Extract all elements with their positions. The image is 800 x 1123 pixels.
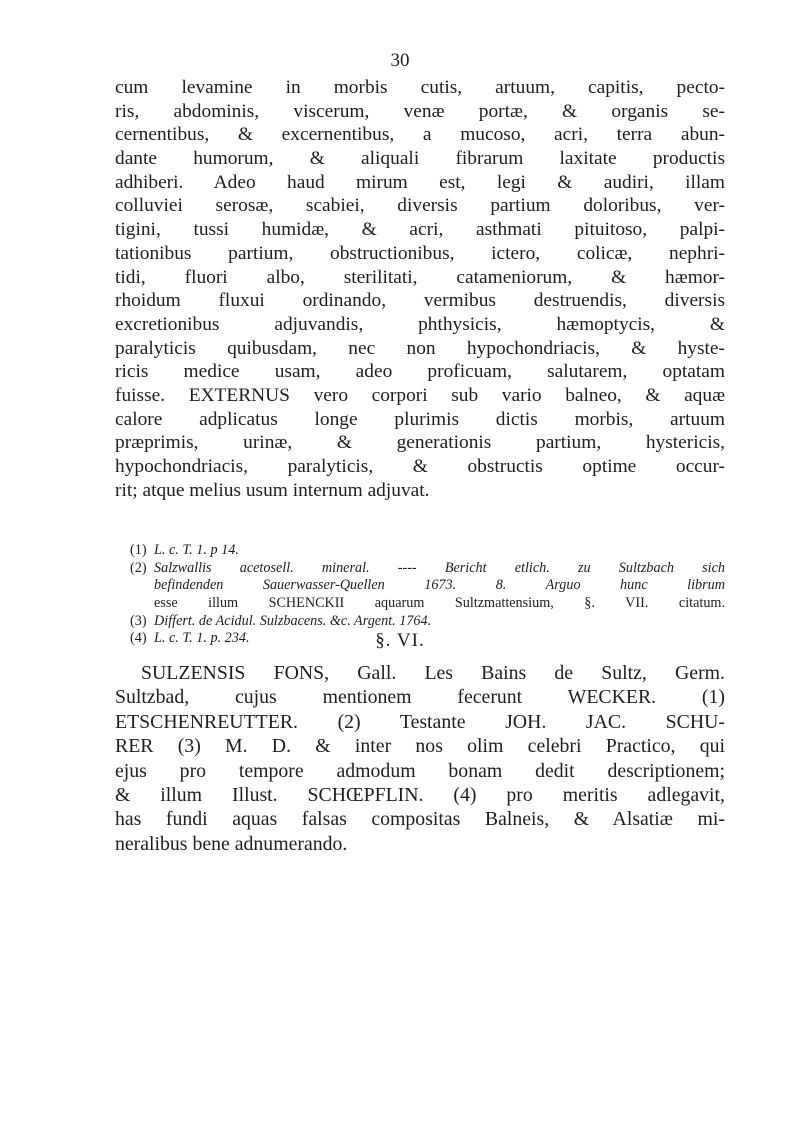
- text-line: Sultzbad, cujus mentionem fecerunt WECKER. (1): [115, 686, 725, 709]
- text-line: ETSCHENREUTTER. (2) Testante JOH. JAC. SCHU-: [115, 710, 725, 733]
- footnote-3: [130, 613, 725, 631]
- footnote-marker: (3): [130, 612, 147, 629]
- page-number: 30: [390, 50, 410, 71]
- text-line: tigini, tussi humidæ, & acri, asthmati pituitoso, palpi-: [115, 219, 725, 241]
- text-line: paralyticis quibusdam, nec non hypochondriacis, & hyste-: [115, 337, 725, 359]
- footnote-text: L. c. T. 1. p 14.: [154, 542, 239, 558]
- text-line: calore adplicatus longe plurimis dictis morbis, artuum: [115, 408, 725, 430]
- text-line: ris, abdominis, viscerum, venæ portæ, & organis se-: [115, 100, 725, 122]
- text-line: fuisse. EXTERNUS vero corpori sub vario balneo, & aquæ: [115, 384, 725, 406]
- section-paragraph: [115, 661, 725, 856]
- footnote-2-continuation: [130, 577, 725, 595]
- footnote-marker: (4): [130, 630, 147, 647]
- text-line: rit; atque melius usum internum adjuvat.: [115, 479, 430, 501]
- text-line: rhoidum fluxui ordinando, vermibus destruendis, diversis: [115, 290, 725, 312]
- text-line: hypochondriacis, paralyticis, & obstructis optime occur-: [115, 456, 725, 477]
- text-line: tationibus partium, obstructionibus, ictero, colicæ, nephri-: [115, 242, 725, 264]
- text-line: cernentibus, & excernentibus, a mucoso, acri, terra abun-: [115, 124, 725, 146]
- footnote-text: L. c. T. 1. p. 234.: [154, 630, 250, 647]
- text-line: tidi, fluori albo, sterilitati, catameniorum, & hæmor-: [115, 266, 725, 288]
- text-line: & illum Illust. SCHŒPFLIN. (4) pro meritis adlegavit,: [115, 783, 725, 806]
- footnote-2: [130, 560, 725, 578]
- footnote-text: befindenden Sauerwasser-Quellen 1673. 8. Arguo hunc librum: [154, 577, 725, 594]
- footnote-text: esse illum SCHENCKII aquarum Sultzmattensium, §. VII. citatum.: [154, 595, 725, 612]
- text-line: cum levamine in morbis cutis, artuum, capitis, pecto-: [115, 77, 725, 98]
- footnote-1: [130, 542, 725, 560]
- footnote-2-continuation: [130, 595, 725, 613]
- footnote-text: Differt. de Acidul. Sulzbacens. &c. Argent. 1764.: [154, 612, 432, 629]
- text-line: præprimis, urinæ, & generationis partium, hystericis,: [115, 432, 725, 454]
- text-line: ricis medice usam, adeo proficuam, salutarem, optatam: [115, 361, 725, 383]
- text-line: neralibus bene adnumerando.: [115, 832, 348, 855]
- text-line: excretionibus adjuvandis, phthysicis, hæmoptycis, &: [115, 313, 725, 335]
- text-line: SULZENSIS FONS, Gall. Les Bains de Sultz, Germ.: [141, 662, 725, 684]
- text-line: dante humorum, & aliquali fibrarum laxitate productis: [115, 148, 725, 170]
- text-line: adhiberi. Adeo haud mirum est, legi & audiri, illam: [115, 171, 725, 193]
- text-line: ejus pro tempore admodum bonam dedit descriptionem;: [115, 759, 725, 782]
- main-paragraph: [115, 76, 725, 502]
- text-line: has fundi aquas falsas compositas Balneis, & Alsatiæ mi-: [115, 808, 725, 831]
- footnote-text: Salzwallis acetosell. mineral. ---- Bericht etlich. zu Sultzbach sich: [154, 559, 725, 576]
- footnote-marker: (2): [130, 559, 147, 576]
- footnote-marker: (1): [130, 542, 147, 558]
- text-line: colluviei serosæ, scabiei, diversis partium doloribus, ver-: [115, 195, 725, 217]
- section-heading: §. VI.: [375, 630, 425, 651]
- text-line: RER (3) M. D. & inter nos olim celebri Practico, qui: [115, 735, 725, 758]
